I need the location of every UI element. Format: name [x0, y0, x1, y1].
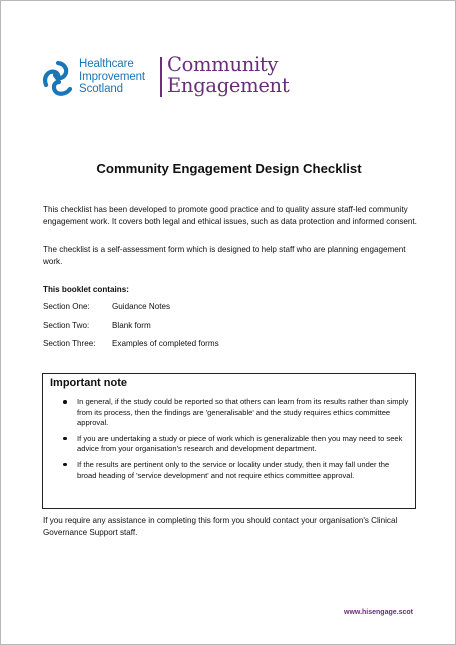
note-item [61, 434, 409, 455]
bullet-icon [63, 437, 67, 441]
section-label: Section One: [43, 302, 90, 311]
important-note-box [42, 373, 416, 509]
hisengage-logo [42, 53, 292, 101]
org-line-2: Improvement [79, 70, 146, 83]
triskele-swirl-icon [42, 59, 74, 97]
note-item-text: If you are undertaking a study or piece of work which is generalizable then you may need to seek advice from your organisation's research and development department. [77, 433, 403, 454]
note-item [61, 397, 409, 429]
note-item-text: If the results are pertinent only to the service or locality under study, then it may fall under the broad heading of 'service development' and not require ethics committee approval. [77, 459, 390, 480]
logo-divider [160, 57, 162, 97]
note-heading: Important note [50, 377, 127, 389]
note-list [61, 397, 409, 486]
website-link[interactable]: www.hisengage.scot [344, 609, 413, 616]
intro-paragraph-1: This checklist has been developed to promote good practice and to quality assure staff-led community engagement work. It covers both legal and ethical issues, such as data protection and informed consent. [43, 205, 417, 226]
bullet-icon [63, 463, 67, 467]
bullet-icon [63, 400, 67, 404]
note-item-text: In general, if the study could be reported so that others can learn from its results rather than simply from its process, then the findings are 'generalisable' and the study requires ethics committee approval. [77, 397, 409, 428]
section-value: Blank form [112, 321, 151, 330]
org-line-1: Healthcare [79, 58, 134, 70]
section-value: Guidance Notes [112, 302, 171, 311]
booklet-heading: This booklet contains: [43, 285, 129, 294]
brand-line-2: Engagement [167, 73, 290, 97]
brand-line-1: Community [167, 53, 279, 76]
brand-name [167, 55, 289, 96]
intro-paragraph-2: The checklist is a self-assessment form which is designed to help staff who are planning engagement work. [43, 245, 406, 266]
org-line-3: Scotland [79, 83, 123, 96]
organisation-name [79, 58, 145, 96]
section-row-one [43, 301, 170, 312]
page-title: Community Engagement Design Checklist [96, 161, 362, 176]
note-item [61, 460, 409, 481]
section-row-two [43, 320, 151, 331]
section-label: Section Three: [43, 339, 96, 348]
section-value: Examples of completed forms [112, 339, 219, 348]
section-label: Section Two: [43, 321, 90, 330]
section-row-three [43, 338, 219, 349]
assistance-paragraph: If you require any assistance in completing this form you should contact your organisation's Clinical Governance Support staff. [43, 516, 398, 537]
